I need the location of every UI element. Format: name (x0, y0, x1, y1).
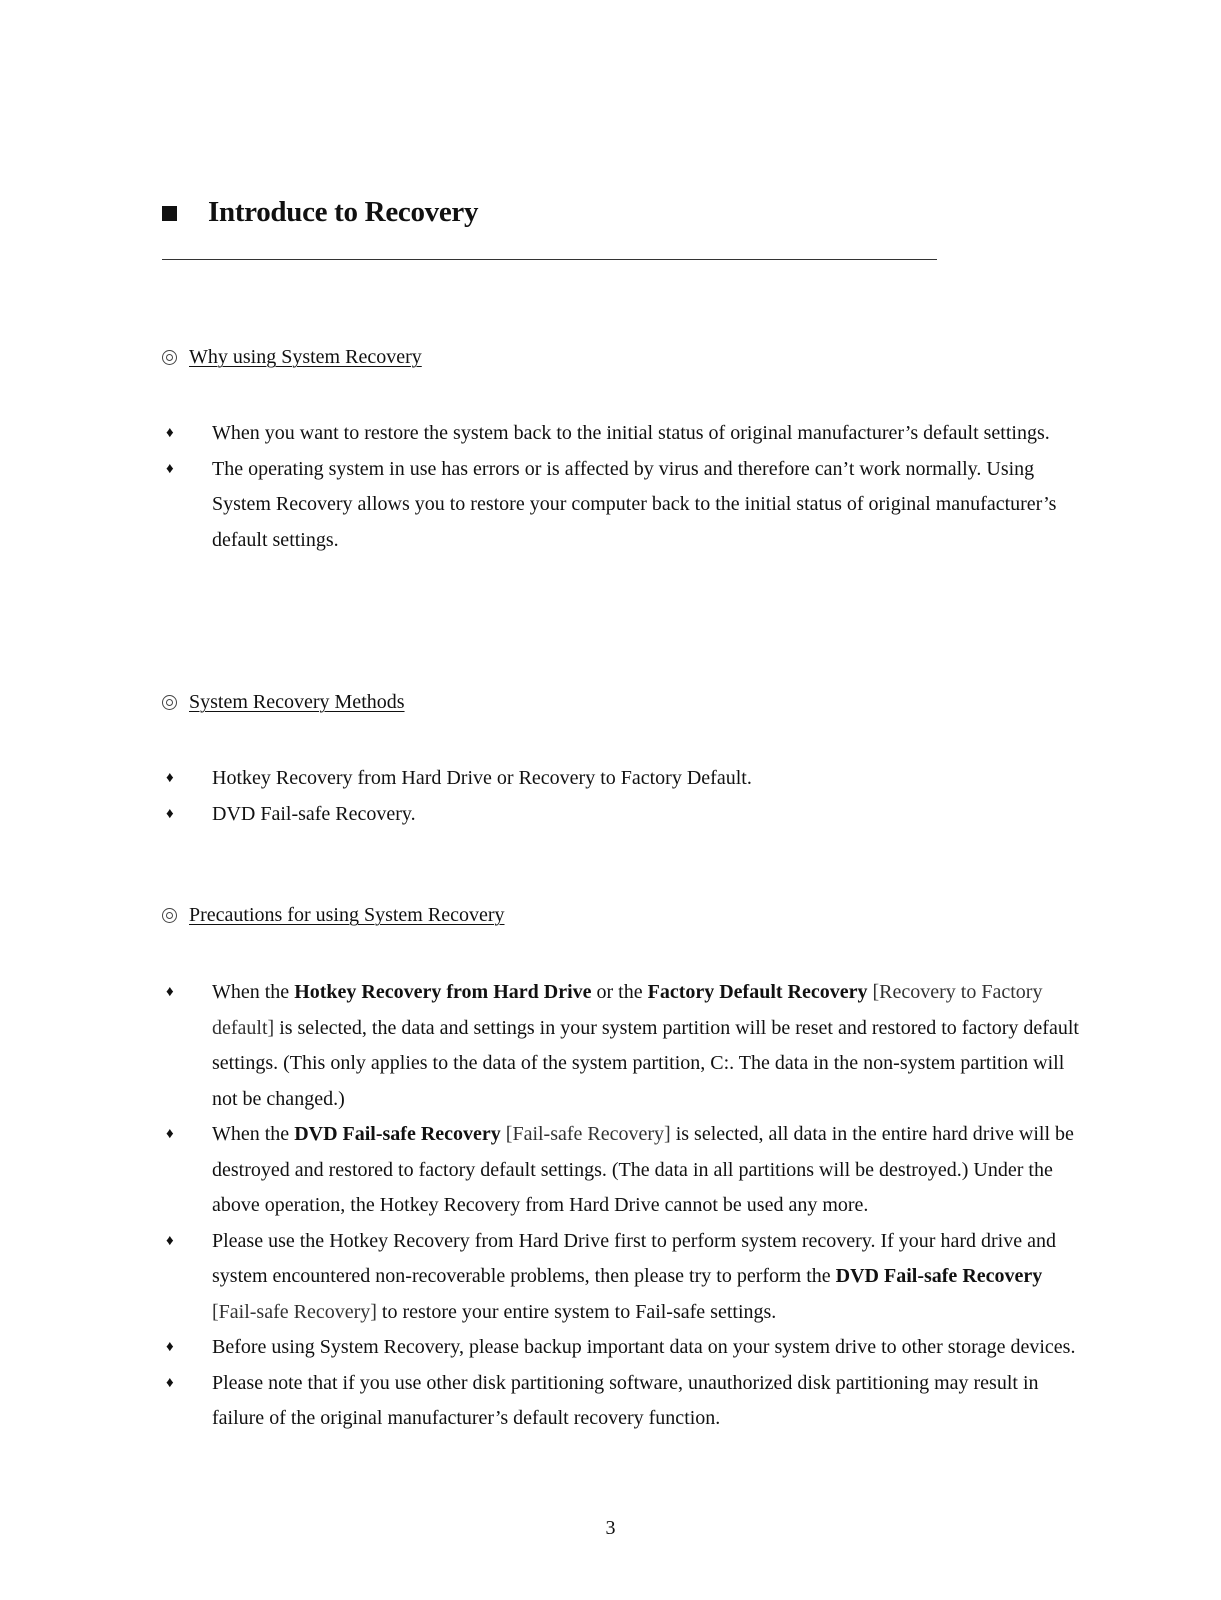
diamond-bullet-icon: ♦ (166, 1339, 174, 1355)
subheading-text: System Recovery Methods (189, 691, 405, 713)
subheading-methods (162, 691, 405, 714)
emphasis-text: Hotkey Recovery from Hard Drive (294, 981, 592, 1003)
list-item: ♦ When the DVD Fail-safe Recovery [Fail-safe Recovery] is selected, all data in the entire hard drive will be destroyed and restored to factory default settings. (The data in all partitions will be destroyed.) Under the above operation, the Hotkey Recovery from Hard Drive cannot be used any more. (162, 1117, 1082, 1224)
list-item-text: Hotkey Recovery from Hard Drive or Recovery to Factory Default. (212, 767, 752, 789)
list-item (162, 1366, 1082, 1437)
diamond-bullet-icon: ♦ (166, 425, 174, 441)
why-list (162, 416, 1082, 558)
option-tag: [Fail-safe Recovery] (212, 1300, 377, 1323)
list-item (162, 1330, 1082, 1366)
section-heading (162, 196, 478, 229)
list-item-text: Please note that if you use other disk partitioning software, unauthorized disk partitioning may result in failure of the original manufacturer’s default recovery function. (212, 1371, 1039, 1429)
list-item (162, 761, 1082, 797)
double-circle-icon (162, 908, 177, 923)
diamond-bullet-icon: ♦ (166, 460, 174, 477)
diamond-bullet-icon: ♦ (166, 1232, 174, 1249)
list-item-text: DVD Fail-safe Recovery. (212, 802, 416, 825)
page-title: Introduce to Recovery (208, 196, 479, 228)
list-item-text: Before using System Recovery, please backup important data on your system drive to other storage devices. (212, 1336, 1076, 1358)
diamond-bullet-icon: ♦ (166, 770, 174, 786)
diamond-bullet-icon: ♦ (166, 1374, 174, 1391)
emphasis-text: DVD Fail-safe Recovery (294, 1123, 501, 1145)
list-item: ♦ When the Hotkey Recovery from Hard Drive or the Factory Default Recovery [Recovery to Factory default] is selected, the data and settings in your system partition will be reset and restored to factory default settings. (This only applies to the data of the system partition, C:. The data in the non-system partition will not be changed.) (162, 975, 1082, 1117)
list-item (162, 416, 1082, 452)
subheading-why-using (162, 346, 422, 369)
double-circle-icon (162, 350, 177, 365)
diamond-bullet-icon: ♦ (166, 805, 174, 822)
emphasis-text: Factory Default Recovery (647, 981, 868, 1003)
list-item: ♦ Please use the Hotkey Recovery from Hard Drive first to perform system recovery. If your hard drive and system encountered non-recoverable problems, then please try to perform the DVD Fail-safe Recovery [Fail-safe Recovery] to restore your entire system to Fail-safe settings. (162, 1224, 1082, 1331)
emphasis-text: DVD Fail-safe Recovery (835, 1265, 1043, 1287)
precautions-list (162, 975, 1082, 1437)
option-tag: [Fail-safe Recovery] (505, 1123, 671, 1145)
heading-divider (162, 259, 937, 260)
option-tag: [Recovery to Factory default] (212, 981, 1043, 1039)
square-bullet-icon (162, 206, 177, 221)
list-item-text: The operating system in use has errors or is affected by virus and therefore can’t work normally. Using System Recovery allows you to restore your computer back to the initial status of original manufacturer’s default settings. (212, 457, 1057, 551)
subheading-text: Precautions for using System Recovery (189, 904, 505, 926)
subheading-text: Why using System Recovery (189, 346, 422, 368)
list-item (162, 452, 1082, 559)
double-circle-icon (162, 695, 177, 710)
subheading-precautions (162, 904, 505, 927)
list-item-text: When you want to restore the system back to the initial status of original manufacturer’s default settings. (212, 422, 1050, 444)
page-number: 3 (605, 1517, 616, 1539)
diamond-bullet-icon: ♦ (166, 1126, 174, 1142)
methods-list (162, 761, 1082, 832)
diamond-bullet-icon: ♦ (166, 984, 174, 1000)
list-item (162, 797, 1082, 833)
